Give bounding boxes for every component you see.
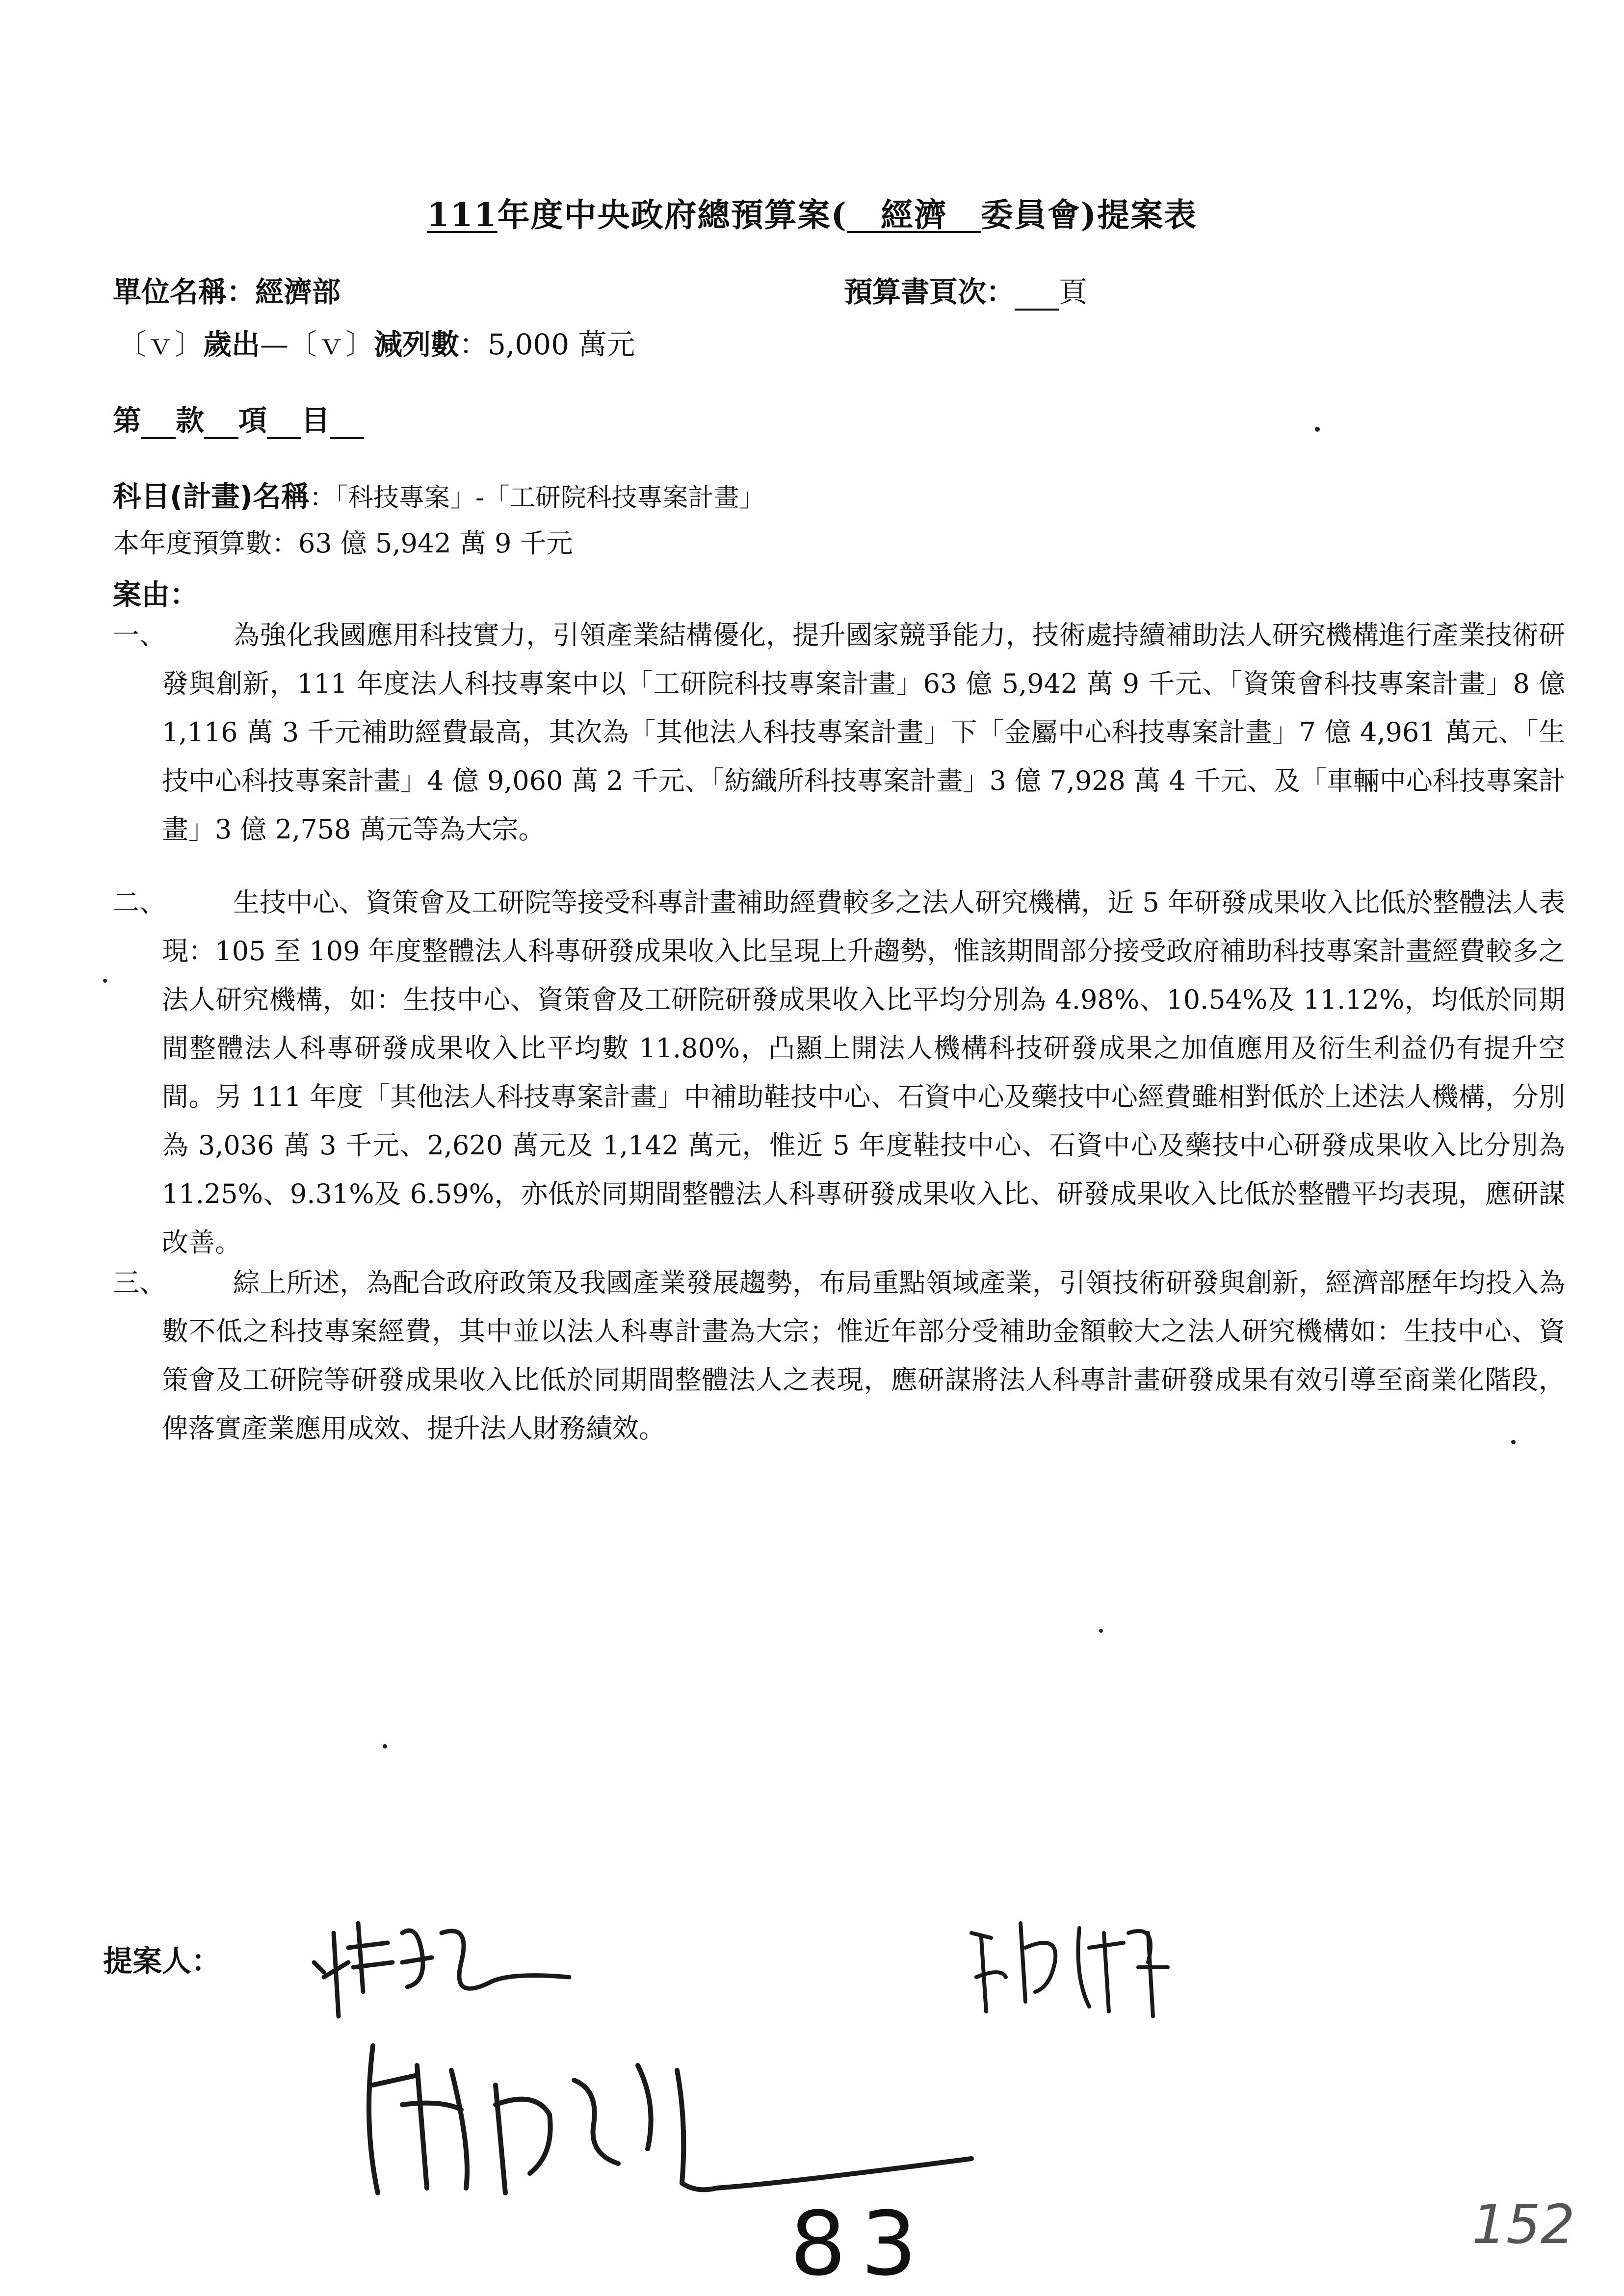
document-title: [0, 189, 1624, 235]
item-di: 第: [113, 404, 142, 437]
item-xiang: 項: [238, 404, 267, 437]
title-end: 委員會)提案表: [980, 196, 1198, 234]
paragraph-3: [113, 1258, 1565, 1453]
signature-2: [962, 1904, 1197, 2031]
dash: —: [260, 328, 289, 361]
item-blank-4: [330, 404, 364, 439]
title-year: 111: [426, 196, 498, 234]
corner-number: 152: [1472, 2193, 1575, 2256]
unit-label: 單位名稱：: [113, 275, 256, 309]
signature-3: [343, 2026, 981, 2213]
paragraph-text: 綜上所述，為配合政府政策及我國產業發展趨勢，布局重點領域產業，引領技術研發與創新，經濟部歷年均投入為數不低之科技專案經費，其中並以法人科專計畫為大宗；惟近年部分受補助金額較大之法人研究機構如：生技中心、資策會及工研院等研發成果收入比低於同期間整體法人之表現，應研謀將法人科專計畫研發成果有效引導至商業化階段，俾落實產業應用成效、提升法人財務績效。: [162, 1267, 1565, 1444]
reduction-value: ：5,000 萬元: [459, 328, 635, 361]
paragraph-1: [113, 611, 1565, 854]
paragraph-2: [113, 878, 1565, 1267]
proposer-label: 提案人：: [103, 1944, 221, 1979]
item-kuan: 款: [176, 404, 205, 437]
unit-line: [113, 269, 341, 310]
reduction-line: [118, 321, 635, 363]
item-mu: 目: [301, 404, 330, 437]
item-numbering: [113, 397, 364, 439]
checkbox-expenditure: 〔ｖ〕: [118, 328, 204, 361]
scan-dot: [103, 979, 107, 983]
paragraph-number: 一、: [113, 620, 166, 651]
scan-dot: [1099, 1629, 1103, 1633]
subject-line: [113, 473, 765, 515]
item-blank-3: [267, 404, 301, 439]
checkbox-reduction: 〔ｖ〕: [288, 328, 374, 361]
budget-line: 本年度預算數：63 億 5,942 萬 9 千元: [113, 528, 573, 559]
page-ref-blank: [1015, 275, 1059, 311]
page-ref-label: 預算書頁次：: [844, 275, 1015, 309]
reduction-label: 減列數: [374, 328, 460, 361]
subject-value: ：「科技專案」-「工研院科技專案計畫」: [310, 483, 765, 513]
reason-label: 案由：: [113, 578, 199, 611]
paragraph-text: 為強化我國應用科技實力，引領產業結構優化，提升國家競爭能力，技術處持續補助法人研究機構進行產業技術研發與創新，111 年度法人科技專案中以「工研院科技專案計畫」63 億 5,942 萬 9 千元、「資策會科技專案計畫」8 億 1,116 萬 3 千元補助經費最高，其次為「其他法人科技專案計畫」下「金屬中心科技專案計畫」7 億 4,961 萬元、「生技中心科技專案計畫」4 億 9,060 萬 2 千元、「紡織所科技專案計畫」3 億 7,928 萬 4 千元、及「車輛中心科技專案計畫」3 億 2,758 萬元等為大宗。: [162, 620, 1565, 845]
scan-dot: [383, 1744, 387, 1748]
paragraph-text: 生技中心、資策會及工研院等接受科專計畫補助經費較多之法人研究機構，近 5 年研發成果收入比低於整體法人表現：105 至 109 年度整體法人科專研發成果收入比呈現上升趨勢，惟該期間部分接受政府補助科技專案計畫經費較多之法人研究機構，如：生技中心、資策會及工研院研發成果收入比平均分別為 4.98%、10.54%及 11.12%，均低於同期間整體法人科專研發成果收入比平均數 11.80%，凸顯上開法人機構科技研發成果之加值應用及衍生利益仍有提升空間。另 111 年度「其他法人科技專案計畫」中補助鞋技中心、石資中心及藥技中心經費雖相對低於上述法人機構，分別為 3,036 萬 3 千元、2,620 萬元及 1,142 萬元，惟近 5 年度鞋技中心、石資中心及藥技中心研發成果收入比分別為 11.25%、9.31%及 6.59%，亦低於同期間整體法人科專研發成果收入比、研發成果收入比低於整體平均表現，應研謀改善。: [162, 887, 1565, 1258]
paragraph-number: 二、: [113, 887, 166, 918]
unit-value: 經濟部: [255, 275, 341, 309]
title-committee: 經濟: [847, 196, 981, 234]
page-number: 83: [790, 2193, 932, 2296]
title-middle: 年度中央政府總預算案(: [497, 196, 847, 234]
paragraph-number: 三、: [113, 1267, 166, 1298]
scan-dot: [1511, 1440, 1516, 1444]
subject-label: 科目(計畫)名稱: [113, 480, 310, 513]
signature-1: [304, 1904, 579, 2031]
page-ref-suffix: 頁: [1059, 275, 1088, 309]
item-blank-2: [204, 404, 238, 439]
expenditure-label: 歲出: [203, 328, 261, 361]
scan-dot: [1315, 427, 1320, 432]
page-reference: [844, 269, 1087, 311]
item-blank-1: [141, 404, 176, 439]
